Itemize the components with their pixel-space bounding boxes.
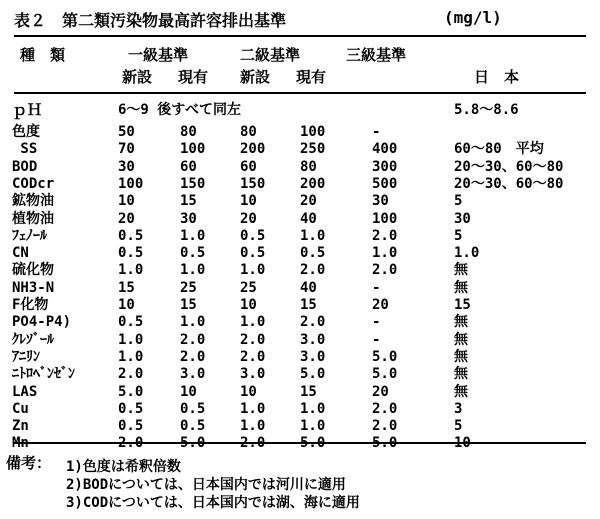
cell-c: 80: [240, 124, 257, 140]
cell-d: 3.0: [300, 331, 326, 348]
header-japan: 日 本: [474, 68, 520, 86]
row-name: 植物油: [12, 210, 54, 227]
cell-a: 1.0: [118, 262, 144, 279]
title-row: [14, 8, 590, 30]
cell-a: 50: [118, 124, 135, 140]
row-name: Mn: [12, 435, 29, 452]
header-grade3: 三級基準: [346, 46, 407, 64]
row-name: Cu: [12, 400, 29, 417]
cell-b: 1.0: [180, 262, 206, 279]
cell-f: 無: [454, 279, 468, 296]
cell-e: 5.0: [372, 348, 398, 365]
cell-d: 5.0: [300, 366, 326, 383]
cell-e: -: [372, 331, 381, 348]
cell-d: 1.0: [300, 227, 326, 244]
cell-b: 15: [180, 297, 197, 313]
cell-d: 0.5: [300, 245, 326, 262]
table-row: [0, 176, 600, 193]
cell-d: 1.0: [300, 418, 326, 435]
table-row: [0, 262, 600, 279]
cell-a: 10: [118, 193, 135, 210]
cell-f: 無: [454, 383, 468, 400]
row-name: ﾌｪﾉｰﾙ: [12, 227, 47, 244]
cell-f: 15: [454, 297, 471, 313]
cell-c: 1.0: [240, 418, 266, 435]
cell-c: 10: [240, 297, 257, 313]
cell-a: 0.5: [118, 400, 144, 417]
note-item: 3)CODについては、日本国内では湖、海に適用: [66, 495, 360, 511]
table-row: [0, 124, 600, 141]
cell-c: 25: [240, 279, 257, 296]
cell-b: 100: [180, 141, 206, 158]
cell-b: 30: [180, 210, 197, 227]
cell-f: 無: [454, 314, 468, 331]
unit-label: (mg/l): [444, 8, 502, 27]
row-name: CN: [12, 245, 29, 262]
cell-e: 2.0: [372, 227, 398, 244]
cell-d: 15: [300, 297, 317, 313]
table-row-ph: [0, 102, 600, 119]
cell-e: 1.0: [372, 245, 398, 262]
cell-e: 500: [372, 175, 398, 192]
table-row: [0, 418, 600, 435]
cell-f: 10: [454, 435, 471, 452]
table-row: [0, 211, 600, 228]
cell-a: 10: [118, 297, 135, 313]
cell-d: 100: [300, 124, 326, 140]
note-item: 1)色度は希釈倍数: [66, 459, 181, 475]
cell-e: 2.0: [372, 262, 398, 279]
cell-a: 20: [118, 210, 135, 227]
cell-f: 5: [454, 418, 463, 435]
cell-b: 15: [180, 193, 197, 210]
cell-d: 5.0: [300, 435, 326, 452]
cell-a: 15: [118, 279, 135, 296]
cell-c: 200: [240, 141, 266, 158]
cell-e: 400: [372, 141, 398, 158]
cell-e: 5.0: [372, 366, 398, 383]
cell-d: 2.0: [300, 314, 326, 331]
cell-d: 20: [300, 193, 317, 210]
cell-c: 2.0: [240, 331, 266, 348]
cell-e: 30: [372, 193, 389, 210]
cell-e: 2.0: [372, 400, 398, 417]
cell-c: 1.0: [240, 400, 266, 417]
row-name: CODcr: [12, 175, 55, 192]
cell-d: 250: [300, 141, 326, 158]
header-existing1: 現有: [178, 68, 209, 86]
table-row: [0, 349, 600, 366]
table-row: [0, 280, 600, 297]
row-name: ｸﾚｿﾞｰﾙ: [12, 331, 54, 348]
row-name: ｱﾆﾘﾝ: [12, 348, 40, 365]
cell-b: 5.0: [180, 435, 206, 452]
cell-f: 無: [454, 348, 468, 365]
cell-b: 80: [180, 124, 197, 140]
cell-e: 100: [372, 210, 398, 227]
cell-c: 10: [240, 383, 257, 400]
cell-c: 0.5: [240, 245, 266, 262]
cell-d: 1.0: [300, 400, 326, 417]
cell-b: 0.5: [180, 400, 206, 417]
row-name: PO4-P4): [12, 314, 72, 331]
cell-c: 20: [240, 210, 257, 227]
note-item: 2)BODについては、日本国内では河川に適用: [66, 477, 346, 493]
bottom-rule: [14, 442, 586, 444]
cell-a: 1.0: [118, 331, 144, 348]
cell-a: 0.5: [118, 245, 144, 262]
header-existing2: 現有: [296, 68, 327, 86]
header-rule: [14, 92, 586, 94]
cell-f: 20～30、60～80: [454, 158, 564, 175]
cell-a: 30: [118, 158, 135, 175]
table-row: [0, 401, 600, 418]
cell-f: 無: [454, 331, 468, 348]
table-row: [0, 366, 600, 383]
cell-e: 20: [372, 383, 389, 400]
cell-c: 2.0: [240, 348, 266, 365]
cell-d: 3.0: [300, 348, 326, 365]
row-name: SS: [12, 141, 38, 158]
table-row: [0, 384, 600, 401]
cell-b: 1.0: [180, 314, 206, 331]
header-new1: 新設: [122, 68, 153, 86]
cell-e: 20: [372, 297, 389, 313]
cell-a: 2.0: [118, 366, 144, 383]
cell-f: 無: [454, 366, 468, 383]
header-item: 種 類: [20, 46, 66, 64]
table-row: [0, 332, 600, 349]
cell-f: 無: [454, 262, 468, 279]
cell-b: 60: [180, 158, 197, 175]
cell-c: 150: [240, 175, 266, 192]
cell-f: 30: [454, 210, 471, 227]
table-row: [0, 193, 600, 210]
cell-a: 1.0: [118, 348, 144, 365]
cell-b: 0.5: [180, 245, 206, 262]
cell-c: 60: [240, 158, 257, 175]
cell-a: 100: [118, 175, 144, 192]
cell-a: 70: [118, 141, 135, 158]
table-row: [0, 159, 600, 176]
row-name: ｐＨ: [12, 101, 43, 119]
cell-b: 0.5: [180, 418, 206, 435]
table-row: [0, 141, 600, 158]
cell-b: 150: [180, 175, 206, 192]
cell-d: 40: [300, 210, 317, 227]
cell-e: 2.0: [372, 418, 398, 435]
top-rule: [14, 35, 586, 37]
cell-d: 200: [300, 175, 326, 192]
cell-b: 10: [180, 383, 197, 400]
cell-c: 1.0: [240, 262, 266, 279]
table-row: [0, 314, 600, 331]
cell-d: 80: [300, 158, 317, 175]
row-name: BOD: [12, 158, 38, 175]
row-name: 色度: [12, 124, 40, 140]
cell-c: 1.0: [240, 314, 266, 331]
row-name: ﾆﾄﾛﾍﾞﾝｾﾞﾝ: [12, 366, 75, 383]
cell-f: 5: [454, 227, 463, 244]
table-title: 表２ 第二類汚染物最高許容排出基準: [14, 11, 287, 30]
cell-c: 0.5: [240, 227, 266, 244]
cell-a: 0.5: [118, 418, 144, 435]
cell-a: 2.0: [118, 435, 144, 452]
ph-value: 6～9 後すべて同左: [118, 102, 242, 118]
cell-e: 5.0: [372, 435, 398, 452]
cell-a: 0.5: [118, 227, 144, 244]
cell-b: 3.0: [180, 366, 206, 383]
table-row: [0, 245, 600, 262]
notes-heading: 備考：: [6, 454, 52, 472]
row-name: F化物: [12, 297, 49, 313]
ph-japan: 5.8～8.6: [454, 102, 519, 118]
table-row: [0, 228, 600, 245]
cell-b: 1.0: [180, 227, 206, 244]
cell-e: 300: [372, 158, 398, 175]
cell-e: -: [372, 279, 381, 296]
row-name: LAS: [12, 383, 38, 400]
cell-e: -: [372, 314, 381, 331]
cell-f: 1.0: [454, 245, 480, 262]
cell-f: 20～30、60～80: [454, 175, 564, 192]
cell-c: 2.0: [240, 435, 266, 452]
cell-d: 15: [300, 383, 317, 400]
cell-b: 2.0: [180, 331, 206, 348]
cell-e: -: [372, 124, 381, 140]
row-name: Zn: [12, 418, 29, 435]
cell-f: 60～80 平均: [454, 141, 544, 158]
cell-c: 3.0: [240, 366, 266, 383]
cell-b: 2.0: [180, 348, 206, 365]
table-row: [0, 297, 600, 314]
header-new2: 新設: [240, 68, 271, 86]
cell-c: 10: [240, 193, 257, 210]
cell-a: 5.0: [118, 383, 144, 400]
row-name: 硫化物: [12, 262, 54, 279]
row-name: 鉱物油: [12, 193, 54, 210]
row-name: NH3-N: [12, 279, 55, 296]
cell-f: 5: [454, 193, 463, 210]
cell-b: 25: [180, 279, 197, 296]
header-grade1: 一級基準: [128, 46, 189, 64]
cell-f: 3: [454, 400, 463, 417]
header-grade2: 二級基準: [240, 46, 301, 64]
cell-d: 40: [300, 279, 317, 296]
cell-a: 0.5: [118, 314, 144, 331]
cell-d: 2.0: [300, 262, 326, 279]
